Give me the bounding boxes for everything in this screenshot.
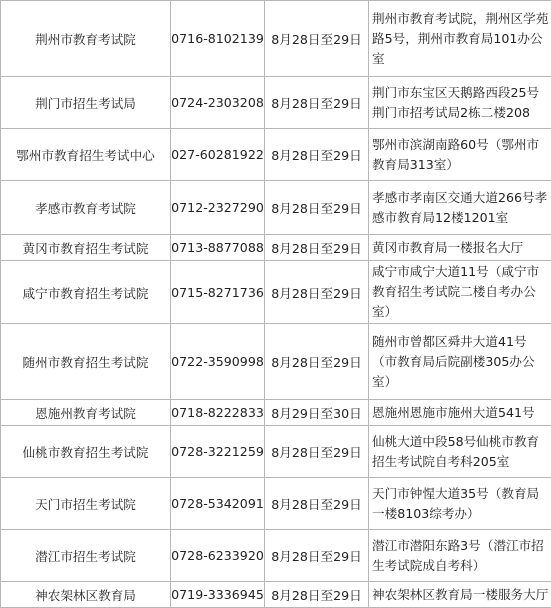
date-range-cell: 8月28日至29日 bbox=[265, 129, 369, 181]
table-row bbox=[1, 530, 551, 582]
table-row bbox=[1, 261, 551, 324]
address-cell: 黄冈市教育局一楼报名大厅 bbox=[369, 235, 551, 261]
table-row bbox=[1, 478, 551, 530]
address-cell: 潜江市潜阳东路3号（潜江市招生考试院成自考科） bbox=[369, 530, 551, 582]
phone-cell: 0728-6233920 bbox=[171, 530, 265, 582]
date-range-cell: 8月28日至29日 bbox=[265, 426, 369, 478]
office-name-cell: 鄂州市教育招生考试中心 bbox=[1, 129, 171, 181]
phone-cell: 0728-5342091 bbox=[171, 478, 265, 530]
date-range-cell: 8月28日至29日 bbox=[265, 1, 369, 77]
table-row bbox=[1, 324, 551, 400]
date-range-cell: 8月28日至29日 bbox=[265, 478, 369, 530]
address-cell: 随州市曾都区舜井大道41号（市教育局后院副楼305办公室） bbox=[369, 324, 551, 400]
table-body bbox=[1, 1, 551, 608]
phone-cell: 0713-8877088 bbox=[171, 235, 265, 261]
phone-cell: 0718-8222833 bbox=[171, 400, 265, 426]
table-row bbox=[1, 400, 551, 426]
office-name-cell: 孝感市教育考试院 bbox=[1, 181, 171, 235]
office-name-cell: 仙桃市教育招生考试院 bbox=[1, 426, 171, 478]
office-name-cell: 恩施州教育考试院 bbox=[1, 400, 171, 426]
table-row bbox=[1, 582, 551, 608]
phone-cell: 0722-3590998 bbox=[171, 324, 265, 400]
office-name-cell: 荆州市教育考试院 bbox=[1, 1, 171, 77]
date-range-cell: 8月28日至29日 bbox=[265, 582, 369, 608]
date-range-cell: 8月28日至29日 bbox=[265, 235, 369, 261]
office-name-cell: 黄冈市教育招生考试院 bbox=[1, 235, 171, 261]
phone-cell: 0712-2327290 bbox=[171, 181, 265, 235]
address-cell: 孝感市孝南区交通大道266号孝感市教育局12楼1201室 bbox=[369, 181, 551, 235]
table-row bbox=[1, 235, 551, 261]
phone-cell: 0728-3221259 bbox=[171, 426, 265, 478]
office-name-cell: 随州市教育招生考试院 bbox=[1, 324, 171, 400]
office-name-cell: 神农架林区教育局 bbox=[1, 582, 171, 608]
date-range-cell: 8月29日至30日 bbox=[265, 400, 369, 426]
address-cell: 恩施州恩施市施州大道541号 bbox=[369, 400, 551, 426]
address-cell: 天门市钟惺大道35号（教育局一楼8103综考办） bbox=[369, 478, 551, 530]
table-row bbox=[1, 129, 551, 181]
office-name-cell: 天门市招生考试院 bbox=[1, 478, 171, 530]
table-row bbox=[1, 181, 551, 235]
table-row bbox=[1, 426, 551, 478]
address-cell: 仙桃大道中段58号仙桃市教育招生考试院自考科205室 bbox=[369, 426, 551, 478]
phone-cell: 0724-2303208 bbox=[171, 77, 265, 129]
date-range-cell: 8月28日至29日 bbox=[265, 530, 369, 582]
address-cell: 荆门市东宝区天鹅路西段25号荆门市招考试局2栋二楼208 bbox=[369, 77, 551, 129]
phone-cell: 0715-8271736 bbox=[171, 261, 265, 324]
address-cell: 荆州市教育考试院，荆州区学苑路5号，荆州市教育局101办公室 bbox=[369, 1, 551, 77]
address-cell: 咸宁市咸宁大道11号（咸宁市教育招生考试院二楼自考办公室） bbox=[369, 261, 551, 324]
office-name-cell: 潜江市招生考试院 bbox=[1, 530, 171, 582]
date-range-cell: 8月28日至29日 bbox=[265, 77, 369, 129]
date-range-cell: 8月28日至29日 bbox=[265, 324, 369, 400]
office-name-cell: 荆门市招生考试局 bbox=[1, 77, 171, 129]
table-row bbox=[1, 77, 551, 129]
date-range-cell: 8月28日至29日 bbox=[265, 261, 369, 324]
phone-cell: 0719-3336945 bbox=[171, 582, 265, 608]
date-range-cell: 8月28日至29日 bbox=[265, 181, 369, 235]
phone-cell: 0716-8102139 bbox=[171, 1, 265, 77]
address-cell: 鄂州市滨湖南路60号（鄂州市教育局313室） bbox=[369, 129, 551, 181]
address-cell: 神农架林区教育局一楼服务大厅 bbox=[369, 582, 551, 608]
table-row bbox=[1, 1, 551, 77]
phone-cell: 027-60281922 bbox=[171, 129, 265, 181]
office-name-cell: 咸宁市教育招生考试院 bbox=[1, 261, 171, 324]
